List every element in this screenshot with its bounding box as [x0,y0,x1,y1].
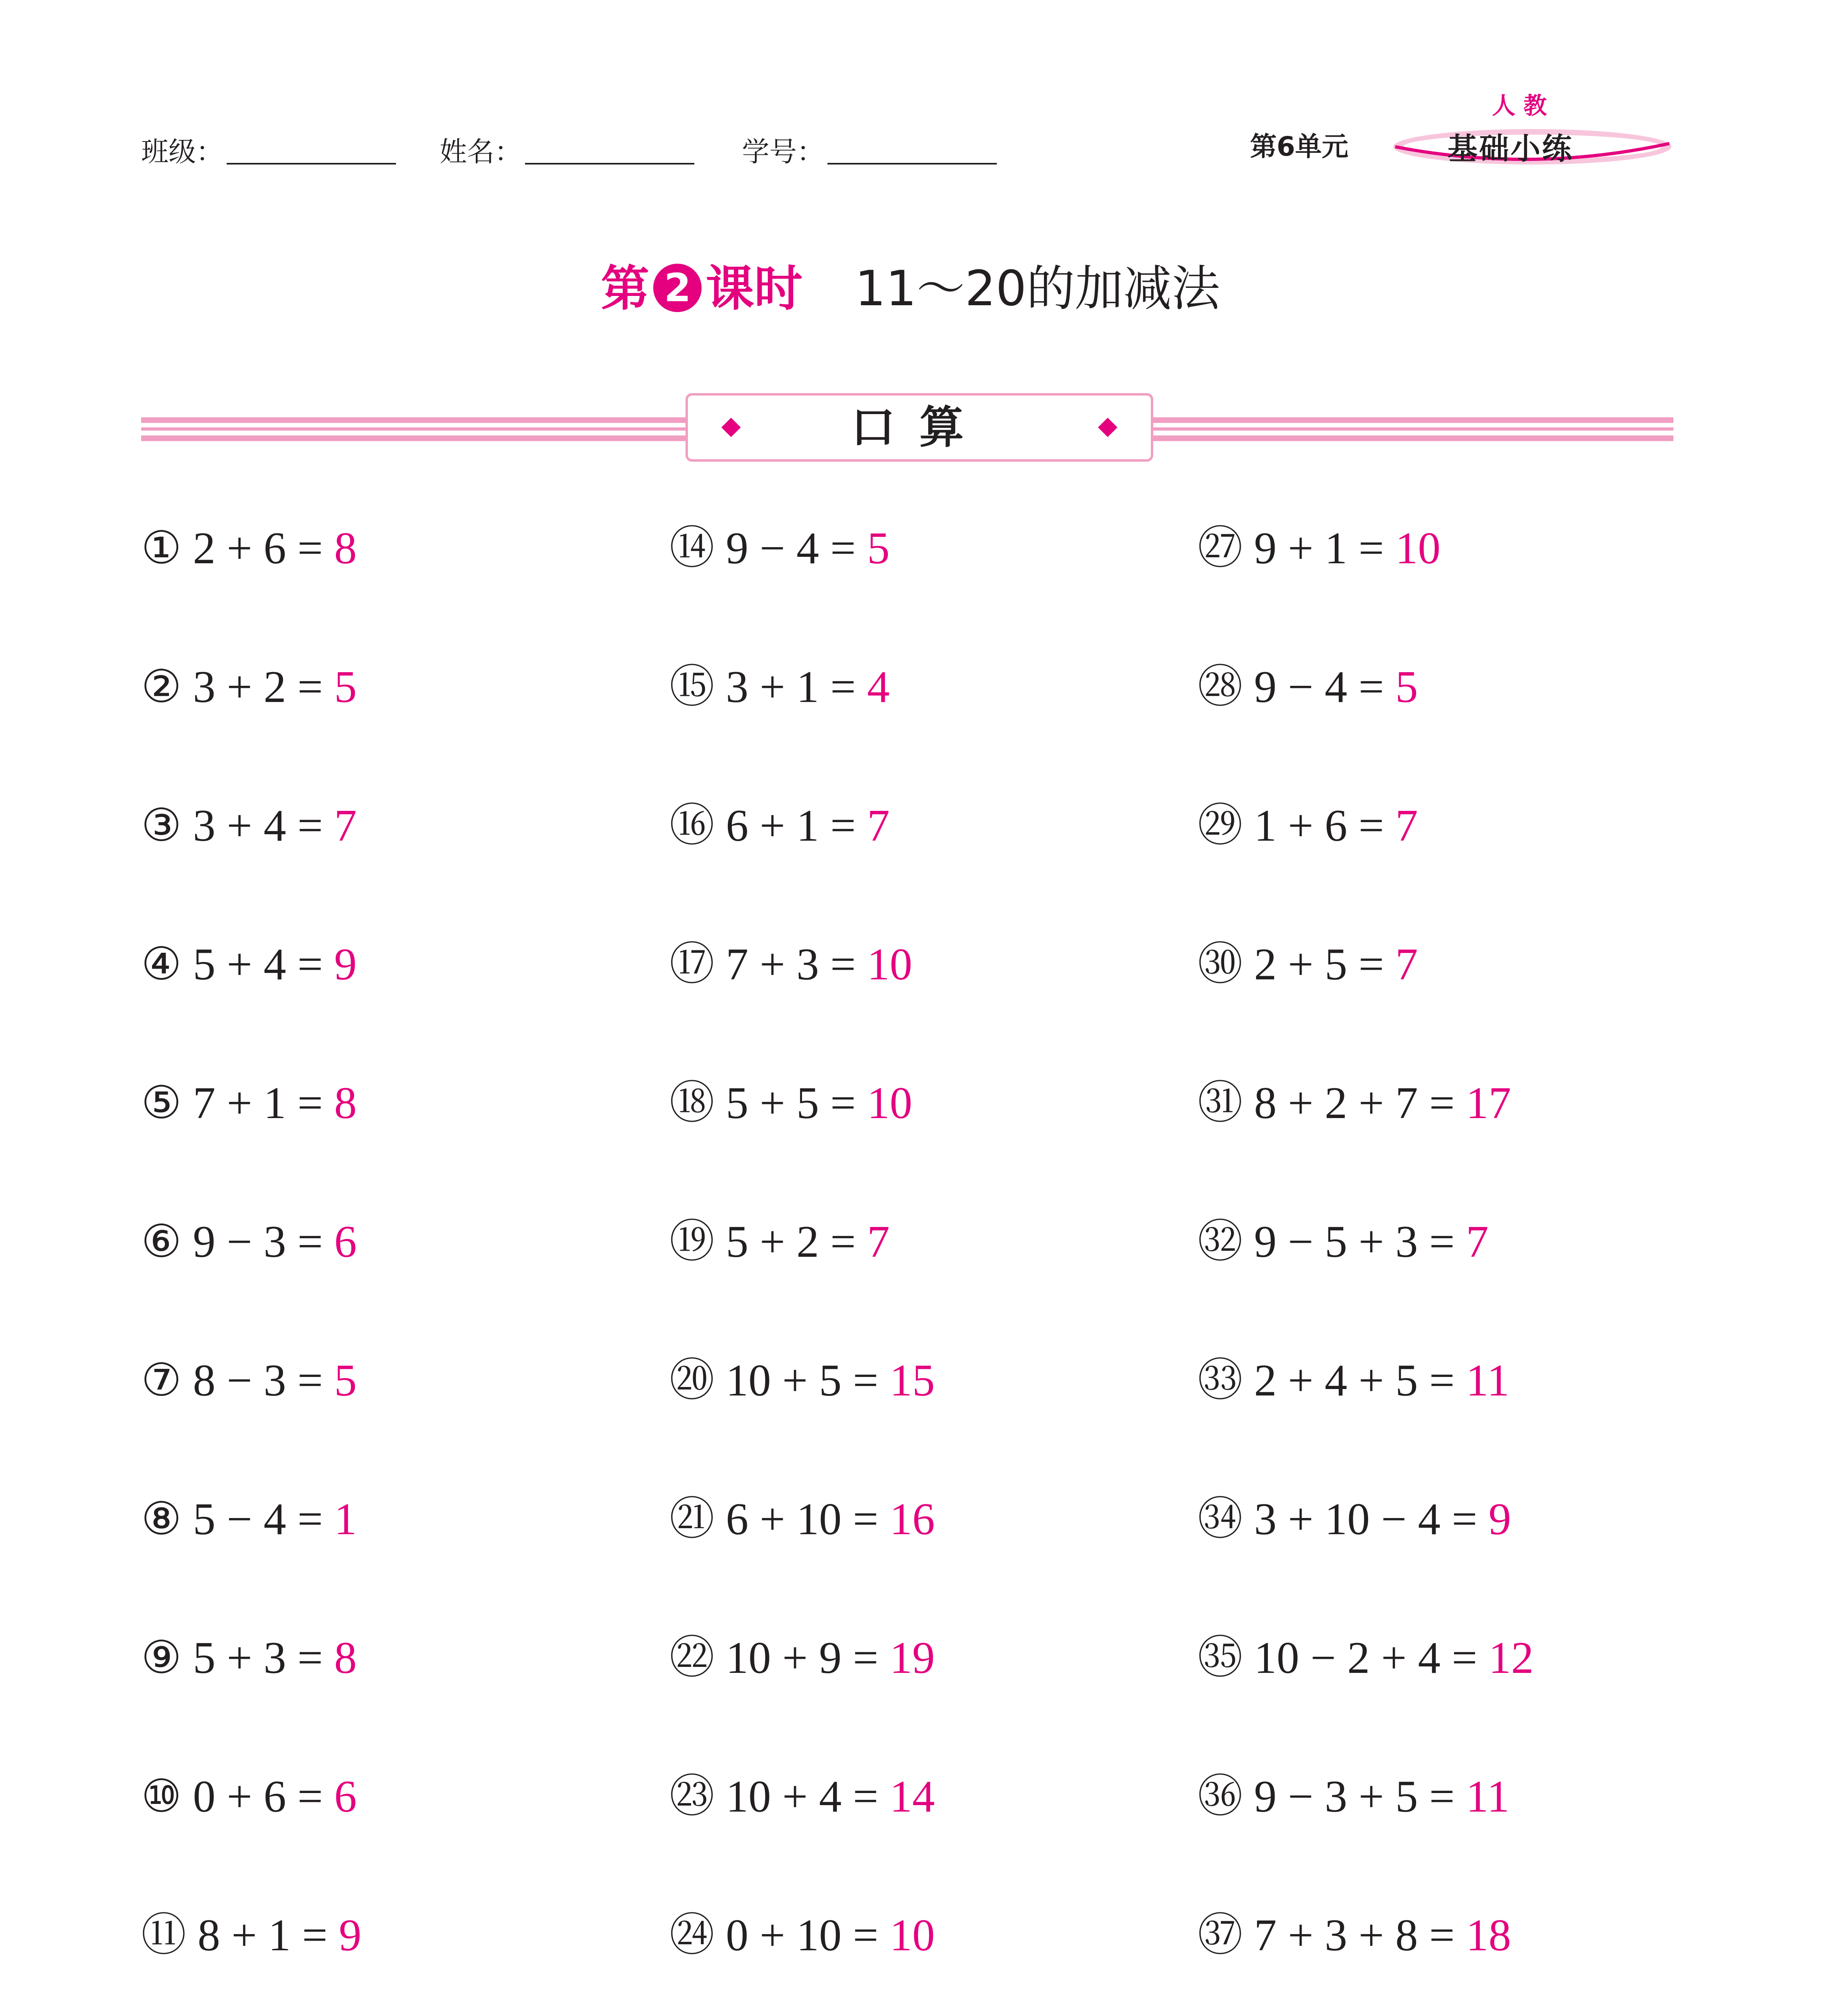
problem-answer: 16 [890,1494,935,1544]
problem-expression: 7 + 3 + 8 = [1254,1910,1455,1960]
problem-expression: 7 + 3 = [726,939,856,989]
problem-item [669,1907,935,1964]
problem-expression: 3 + 1 = [726,662,856,712]
problem-answer: 10 [1395,523,1441,573]
problem-expression: 0 + 6 = [193,1772,323,1822]
problem-expression: 9 − 4 = [1254,662,1384,712]
problem-item [1198,1075,1511,1131]
problem-item [141,1907,361,1964]
problem-number: ⑲ [669,1217,715,1267]
problem-expression: 10 − 2 + 4 = [1254,1633,1477,1683]
problem-number: ㊲ [1198,1910,1243,1960]
problem-expression: 9 − 3 = [193,1217,323,1267]
problem-item [1198,520,1440,577]
class-field[interactable] [141,121,396,169]
problem-answer: 7 [1466,1217,1489,1267]
problem-item [1198,1491,1511,1547]
problem-number: ⑥ [141,1217,182,1267]
problem-expression: 5 − 4 = [193,1494,323,1544]
problem-item [141,1075,357,1131]
problem-answer: 5 [1395,662,1418,712]
problem-number: ③ [141,801,182,851]
problem-expression: 9 − 3 + 5 = [1254,1772,1455,1822]
problem-item [141,1768,357,1825]
problem-answer: 10 [890,1910,935,1960]
problem-expression: 9 + 1 = [1254,523,1384,573]
problem-item [1198,1352,1509,1409]
unit-label: 第6单元 [1250,131,1348,162]
problem-answer: 17 [1466,1078,1511,1128]
problem-answer: 15 [890,1356,935,1406]
problem-expression: 1 + 6 = [1254,801,1384,851]
problem-number: ㉝ [1198,1356,1243,1406]
problem-expression: 7 + 1 = [193,1078,323,1128]
problem-number: ㉔ [669,1910,715,1960]
problem-expression: 2 + 5 = [1254,939,1384,989]
problem-expression: 10 + 5 = [726,1356,879,1406]
problem-number: ㉛ [1198,1078,1243,1128]
problem-answer: 10 [867,939,913,989]
problem-answer: 7 [1395,801,1418,851]
problem-item [669,520,890,577]
student-no-label: 学号： [742,136,825,168]
problem-expression: 5 + 5 = [726,1078,856,1128]
problem-number: ④ [141,939,182,989]
problem-item [141,1214,357,1270]
problem-expression: 6 + 1 = [726,801,856,851]
class-label: 班级： [141,136,224,168]
lesson-number-badge: 2 [653,264,702,312]
problem-number: ⑧ [141,1494,182,1544]
problem-answer: 9 [339,1910,362,1960]
problem-answer: 6 [334,1772,357,1822]
problem-item [141,936,357,993]
problem-answer: 10 [867,1078,913,1128]
problem-number: ⑮ [669,662,715,712]
problem-item [141,1352,357,1409]
problem-item [669,1491,935,1547]
problem-answer: 14 [890,1772,935,1822]
problem-answer: 5 [334,662,357,712]
problem-answer: 7 [334,801,357,851]
problem-expression: 5 + 4 = [193,939,323,989]
problem-number: ⑤ [141,1078,182,1128]
problem-item [141,659,357,715]
problem-number: ㊱ [1198,1772,1243,1822]
student-no-blank-line[interactable] [827,163,997,165]
problem-answer: 9 [1488,1494,1511,1544]
problem-expression: 8 − 3 = [193,1356,323,1406]
problem-item [669,1214,890,1270]
problem-expression: 3 + 4 = [193,801,323,851]
problem-answer: 8 [334,1633,357,1683]
problem-item [1198,1214,1489,1270]
problem-number: ㉘ [1198,662,1243,712]
problem-number: ⑳ [669,1356,715,1406]
problem-answer: 5 [334,1356,357,1406]
problem-answer: 19 [890,1633,935,1683]
brand-superscript: 人教 [1492,92,1555,119]
brand-logo [1387,121,1677,169]
problem-item [141,520,357,577]
problem-answer: 4 [867,662,890,712]
problem-number: ㉓ [669,1772,715,1822]
problem-item [669,1768,935,1825]
problem-answer: 11 [1466,1772,1510,1822]
student-no-field[interactable] [742,121,997,169]
problem-number: ⑪ [141,1910,186,1960]
problem-answer: 7 [867,801,890,851]
problem-answer: 12 [1488,1633,1534,1683]
problem-expression: 3 + 10 − 4 = [1254,1494,1477,1544]
problem-number: ⑨ [141,1633,182,1683]
problem-number: ⑱ [669,1078,715,1128]
lesson-suffix: 课时 [706,261,803,317]
problem-answer: 6 [334,1217,357,1267]
problem-expression: 9 − 4 = [726,523,856,573]
class-blank-line[interactable] [227,163,396,165]
problem-expression: 3 + 2 = [193,662,323,712]
problem-number: ⑩ [141,1772,182,1822]
problem-number: ㉗ [1198,523,1243,573]
problem-item [669,1075,912,1131]
problem-expression: 10 + 4 = [726,1772,879,1822]
problem-item [1198,1630,1534,1686]
problem-item [141,1630,357,1686]
brand-title: 基础小练 [1448,131,1573,166]
problem-expression: 5 + 3 = [193,1633,323,1683]
problem-number: ㉞ [1198,1494,1243,1544]
problem-item [1198,659,1418,715]
section-title: 口算 [851,402,988,453]
problem-expression: 0 + 10 = [726,1910,879,1960]
problem-item [1198,1907,1511,1964]
problem-number: ㉚ [1198,939,1243,989]
problem-answer: 8 [334,1078,357,1128]
name-blank-line[interactable] [525,163,694,165]
problem-number: ① [141,523,182,573]
problem-number: ⑯ [669,801,715,851]
problem-item [669,1352,935,1409]
lesson-topic: 11～20的加减法 [855,261,1220,317]
problem-item [669,798,890,854]
problem-item [669,1630,935,1686]
problem-number: ⑭ [669,523,715,573]
lesson-prefix: 第 [601,261,650,317]
problem-number: ㉑ [669,1494,715,1544]
problem-answer: 18 [1466,1910,1511,1960]
problem-expression: 8 + 2 + 7 = [1254,1078,1455,1128]
problem-expression: 5 + 2 = [726,1217,856,1267]
problem-expression: 9 − 5 + 3 = [1254,1217,1455,1267]
problem-item [141,1491,357,1547]
problem-expression: 2 + 6 = [193,523,323,573]
problem-number: ⑦ [141,1356,182,1406]
problem-number: ㉜ [1198,1217,1243,1267]
lesson-title [0,250,1821,319]
problem-item [141,798,357,854]
name-label: 姓名： [440,136,522,168]
problem-answer: 9 [334,939,357,989]
problem-item [669,936,912,993]
problem-answer: 11 [1466,1356,1510,1406]
problem-number: ㉒ [669,1633,715,1683]
problem-answer: 7 [1395,939,1418,989]
problem-expression: 2 + 4 + 5 = [1254,1356,1455,1406]
problem-number: ㉟ [1198,1633,1243,1683]
problem-number: ② [141,662,182,712]
problem-expression: 8 + 1 = [198,1910,328,1960]
problem-answer: 7 [867,1217,890,1267]
problem-item [1198,936,1418,993]
problem-answer: 8 [334,523,357,573]
problem-number: ⑰ [669,939,715,989]
name-field[interactable] [440,121,694,169]
problem-item [1198,798,1418,854]
section-header [685,393,1153,462]
problem-expression: 10 + 9 = [726,1633,879,1683]
problem-number: ㉙ [1198,801,1243,851]
problem-answer: 1 [334,1494,357,1544]
problem-expression: 6 + 10 = [726,1494,879,1544]
problem-item [1198,1768,1509,1825]
problem-answer: 5 [867,523,890,573]
problem-item [669,659,890,715]
